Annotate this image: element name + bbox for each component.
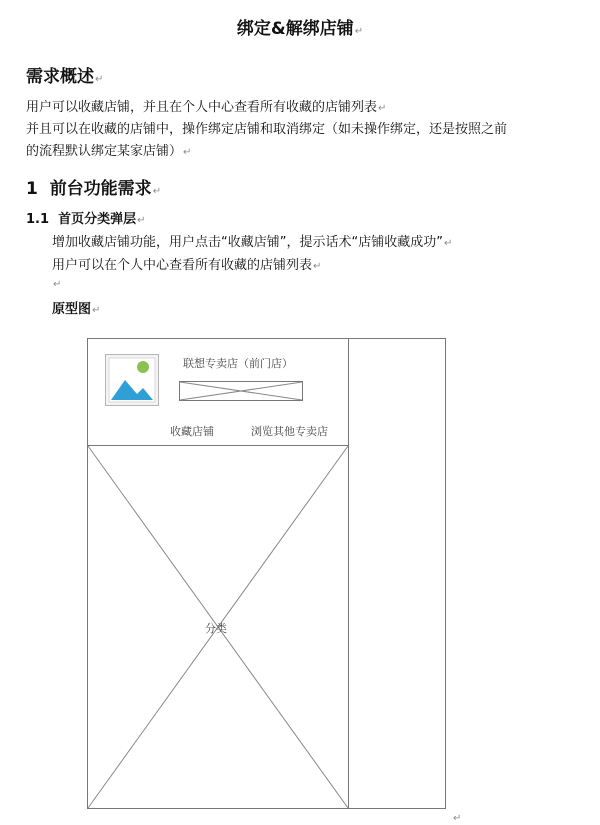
document-title-text: 绑定&解绑店铺 xyxy=(236,19,354,39)
subsection-line-1-text: 增加收藏店铺功能，用户点击“收藏店铺”，提示话术“店铺收藏成功” xyxy=(52,235,443,250)
paragraph-mark: ↵ xyxy=(137,215,146,226)
paragraph-mark: ↵ xyxy=(453,813,462,824)
paragraph-mark: ↵ xyxy=(354,26,364,37)
wireframe-lines xyxy=(87,338,446,809)
overview-line-2-text: 并且可以在收藏的店铺中，操作绑定店铺和取消绑定（如未操作绑定，还是按照之前 xyxy=(26,122,508,137)
end-paragraph-mark xyxy=(452,806,461,825)
overview-line-1 xyxy=(26,96,386,115)
empty-paragraph xyxy=(52,276,61,291)
overview-line-2 xyxy=(26,118,507,137)
store-name: 联想专卖店（前门店） xyxy=(183,357,293,370)
wireframe-outer-frame xyxy=(88,339,446,809)
subsection-heading-text: 首页分类弹层 xyxy=(58,212,137,227)
subsection-heading xyxy=(26,208,146,227)
paragraph-mark: ↵ xyxy=(152,186,162,197)
subsection-number: 1.1 xyxy=(26,212,50,227)
paragraph-mark: ↵ xyxy=(378,103,387,114)
paragraph-mark: ↵ xyxy=(313,261,322,272)
subsection-line-1 xyxy=(52,231,452,250)
frontend-heading-number: 1 xyxy=(26,179,38,199)
overview-line-3-text: 的流程默认绑定某家店铺） xyxy=(26,144,183,159)
prototype-label xyxy=(52,298,100,317)
frontend-heading-text: 前台功能需求 xyxy=(49,179,152,199)
paragraph-mark: ↵ xyxy=(183,147,192,158)
paragraph-mark: ↵ xyxy=(95,74,104,85)
overview-line-3 xyxy=(26,140,191,159)
overview-line-1-text: 用户可以收藏店铺，并且在个人中心查看所有收藏的店铺列表 xyxy=(26,100,378,115)
paragraph-mark: ↵ xyxy=(92,305,101,316)
image-placeholder-icon xyxy=(105,354,159,406)
browse-other-stores-link[interactable]: 浏览其他专卖店 xyxy=(251,425,328,438)
overview-heading xyxy=(26,62,103,87)
paragraph-mark: ↵ xyxy=(443,238,453,249)
subsection-line-2 xyxy=(52,254,321,273)
prototype-label-text: 原型图 xyxy=(52,302,92,317)
favorite-store-link[interactable]: 收藏店铺 xyxy=(170,425,214,438)
category-label: 分类 xyxy=(205,622,227,635)
paragraph-mark: ↵ xyxy=(53,279,62,290)
document-title xyxy=(0,14,600,39)
subsection-line-2-text: 用户可以在个人中心查看所有收藏的店铺列表 xyxy=(52,258,313,273)
prototype-wireframe xyxy=(87,338,446,809)
frontend-heading xyxy=(26,174,161,199)
overview-heading-text: 需求概述 xyxy=(26,67,94,87)
